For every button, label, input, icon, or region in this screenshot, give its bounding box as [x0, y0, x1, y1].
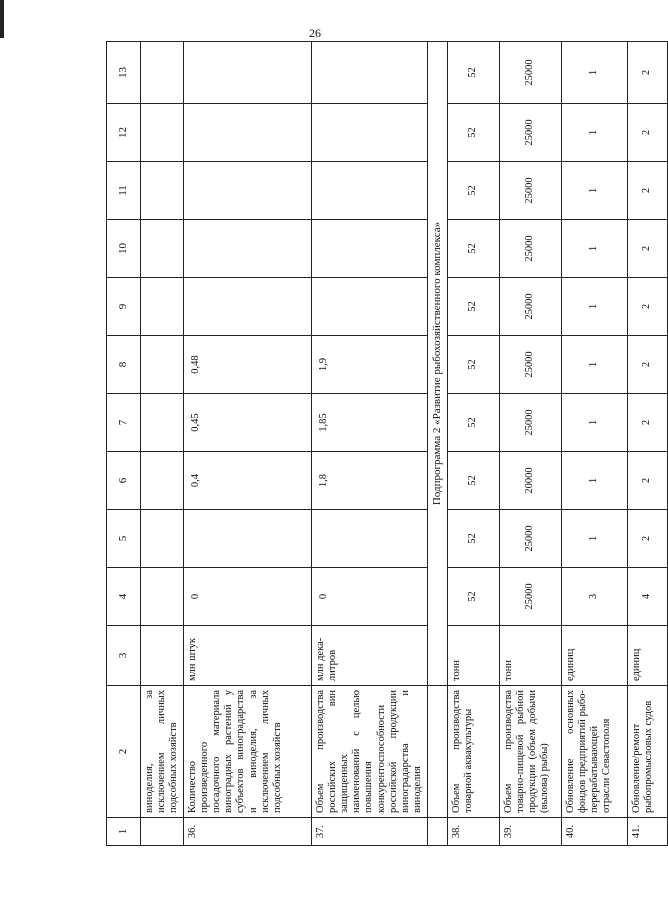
value-cell [184, 278, 312, 336]
value-cell [184, 104, 312, 162]
value-cell: 1 [561, 162, 627, 220]
value-cell: 52 [447, 394, 499, 452]
value-cell [141, 278, 184, 336]
value-cell: 1 [561, 42, 627, 104]
column-header-5: 5 [107, 510, 141, 568]
value-cell: 1 [561, 336, 627, 394]
value-cell [184, 510, 312, 568]
table-row [561, 42, 627, 846]
row-number: 38. [447, 818, 499, 846]
value-cell: 1,9 [312, 336, 428, 394]
value-cell: 0,48 [184, 336, 312, 394]
indicators-table [106, 41, 668, 846]
indicator-name: Объем производства российских вин защищенных наименований с целью повышения конкурентоспособности российской продукции виноградарства и виноделия [312, 686, 428, 818]
table-row [627, 42, 667, 846]
value-cell: 1 [561, 278, 627, 336]
value-cell [141, 568, 184, 626]
indicator-name: Обновление/ремонт рыбопромысловых судов [627, 686, 667, 818]
value-cell: 4 [627, 568, 667, 626]
value-cell: 1 [561, 104, 627, 162]
scan-edge-mark [0, 0, 4, 38]
value-cell: 2 [627, 220, 667, 278]
row-number [141, 818, 184, 846]
column-header-13: 13 [107, 42, 141, 104]
value-cell: 52 [447, 510, 499, 568]
value-cell: 52 [447, 452, 499, 510]
value-cell: 0 [184, 568, 312, 626]
value-cell: 20000 [499, 452, 561, 510]
column-header-12: 12 [107, 104, 141, 162]
indicator-name: Обновление основных фондов предприятий рыбо-перерабатывающей отрасли Севастополя [561, 686, 627, 818]
value-cell: 1 [561, 452, 627, 510]
value-cell: 3 [561, 568, 627, 626]
column-header-4: 4 [107, 568, 141, 626]
value-cell: 2 [627, 336, 667, 394]
row-number: 37. [312, 818, 428, 846]
subprogram-spacer [427, 686, 447, 818]
value-cell [312, 510, 428, 568]
value-cell: 1 [561, 510, 627, 568]
value-cell: 2 [627, 42, 667, 104]
value-cell: 52 [447, 220, 499, 278]
table-row [184, 42, 312, 846]
row-number: 36. [184, 818, 312, 846]
value-cell: 25000 [499, 394, 561, 452]
value-cell [312, 278, 428, 336]
value-cell: 2 [627, 452, 667, 510]
value-cell: 0,4 [184, 452, 312, 510]
value-cell: 25000 [499, 510, 561, 568]
value-cell: 25000 [499, 220, 561, 278]
value-cell: 1,85 [312, 394, 428, 452]
value-cell: 52 [447, 336, 499, 394]
value-cell: 2 [627, 394, 667, 452]
column-header-6: 6 [107, 452, 141, 510]
value-cell: 25000 [499, 568, 561, 626]
indicator-name: Объем производства товарной аквакультуры [447, 686, 499, 818]
column-header-1: 1 [107, 818, 141, 846]
value-cell [312, 104, 428, 162]
value-cell: 25000 [499, 162, 561, 220]
value-cell: 25000 [499, 42, 561, 104]
subprogram-spacer [427, 818, 447, 846]
row-number: 39. [499, 818, 561, 846]
column-header-10: 10 [107, 220, 141, 278]
value-cell: 52 [447, 104, 499, 162]
value-cell: 25000 [499, 104, 561, 162]
value-cell: 2 [627, 278, 667, 336]
value-cell [312, 220, 428, 278]
column-header-9: 9 [107, 278, 141, 336]
value-cell [141, 394, 184, 452]
unit-cell: тонн [447, 626, 499, 686]
column-header-2: 2 [107, 686, 141, 818]
column-header-7: 7 [107, 394, 141, 452]
table-row [312, 42, 428, 846]
indicator-name: Количество произведенного посадочного материала виноградных растений у субъектов виноградарства и виноделия, за исключением личных подсобных хозяйств [184, 686, 312, 818]
table-row [447, 42, 499, 846]
value-cell [184, 42, 312, 104]
unit-cell: млн дека-литров [312, 626, 428, 686]
table-row [499, 42, 561, 846]
row-number: 41. [627, 818, 667, 846]
unit-cell: единиц [627, 626, 667, 686]
value-cell [184, 220, 312, 278]
value-cell: 1 [561, 394, 627, 452]
subprogram-row [427, 42, 447, 846]
column-header-11: 11 [107, 162, 141, 220]
column-header-8: 8 [107, 336, 141, 394]
table-row [141, 42, 184, 846]
value-cell: 52 [447, 568, 499, 626]
value-cell: 0,45 [184, 394, 312, 452]
row-number: 40. [561, 818, 627, 846]
value-cell: 1,8 [312, 452, 428, 510]
subprogram-title: Подпрограмма 2 «Развитие рыбохозяйственного комплекса» [427, 42, 447, 686]
value-cell [141, 220, 184, 278]
value-cell [141, 162, 184, 220]
value-cell [141, 42, 184, 104]
value-cell [141, 510, 184, 568]
unit-cell: млн штук [184, 626, 312, 686]
value-cell [312, 162, 428, 220]
header-row [107, 42, 141, 846]
value-cell [141, 104, 184, 162]
value-cell [141, 336, 184, 394]
value-cell: 2 [627, 104, 667, 162]
value-cell: 0 [312, 568, 428, 626]
unit-cell [141, 626, 184, 686]
page-number: 26 [309, 26, 321, 40]
value-cell: 52 [447, 162, 499, 220]
unit-cell: единиц [561, 626, 627, 686]
value-cell [184, 162, 312, 220]
value-cell: 25000 [499, 336, 561, 394]
value-cell [312, 42, 428, 104]
rotated-table-container [106, 46, 654, 846]
value-cell: 1 [561, 220, 627, 278]
value-cell [141, 452, 184, 510]
value-cell: 52 [447, 278, 499, 336]
unit-cell: тонн [499, 626, 561, 686]
column-header-3: 3 [107, 626, 141, 686]
value-cell: 25000 [499, 278, 561, 336]
indicator-name: Объем производства товарно-пищевой рыбной продукции (объем добычи (вылова) рыбы) [499, 686, 561, 818]
indicator-name: виноделия, за исключением личных подсобных хозяйств [141, 686, 184, 818]
value-cell: 2 [627, 162, 667, 220]
value-cell: 52 [447, 42, 499, 104]
value-cell: 2 [627, 510, 667, 568]
